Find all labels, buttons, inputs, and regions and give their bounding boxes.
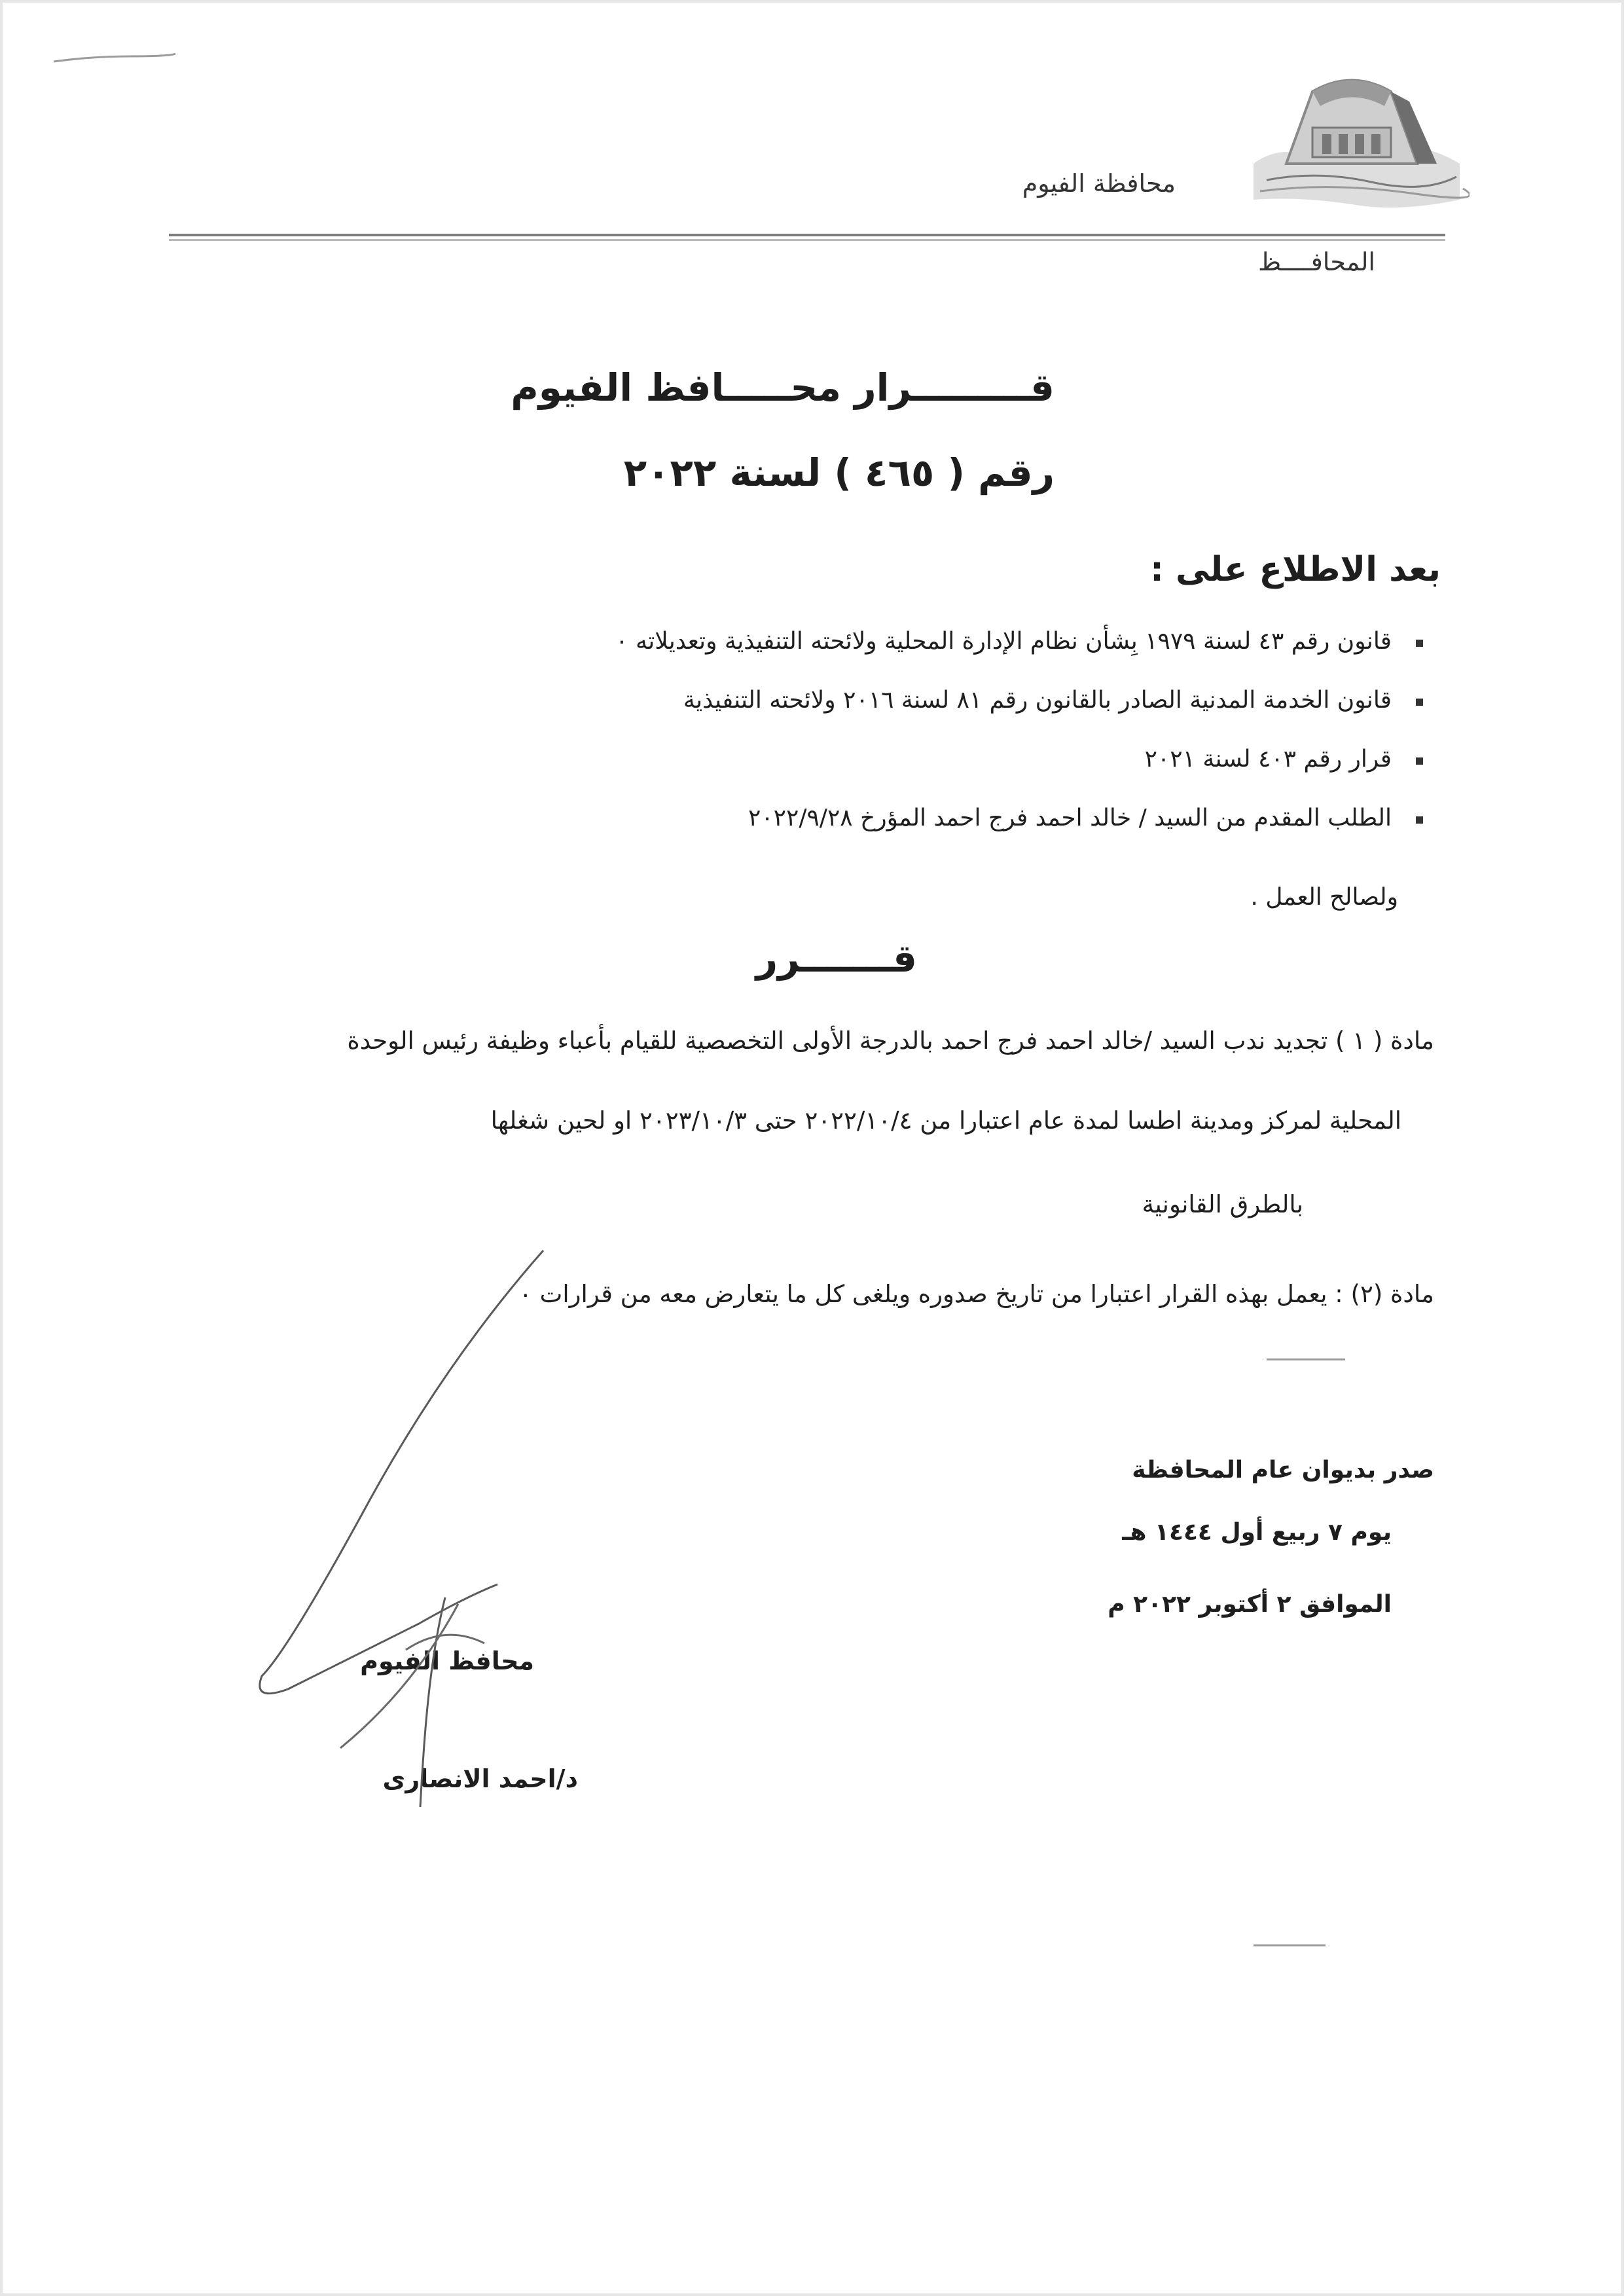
governorate-name: محافظة الفيوم [1022,169,1176,198]
fayoum-governorate-emblem-icon [1240,65,1470,219]
list-item: قانون الخدمة المدنية الصادر بالقانون رقم ٨١ لسنة ٢٠١٦ ولائحته التنفيذية [148,684,1392,743]
article-2: مادة (٢) : يعمل بهذه القرار اعتبارا من تاريخ صدوره ويلغى كل ما يتعارض معه من قرارات ٠ [518,1280,1434,1308]
bullet-square-icon [1416,640,1423,647]
divider-mark [1254,1944,1326,1946]
bullet-square-icon [1416,816,1423,824]
list-item: الطلب المقدم من السيد / خالد احمد فرج احمد المؤرخ ٢٠٢٢/٩/٢٨ [148,802,1392,861]
after-review-heading: بعد الاطلاع على : [1150,550,1441,589]
article-1-line-3: بالطرق القانونية [1142,1190,1303,1218]
bullet-square-icon [1416,757,1423,765]
handwritten-signature-icon [249,1231,576,1820]
decides-heading: قـــــــرر [755,936,917,981]
list-item: قرار رقم ٤٠٣ لسنة ٢٠٢١ [148,743,1392,802]
decision-number: رقم ( ٤٦٥ ) لسنة ٢٠٢٢ [623,450,1055,495]
divider-mark [1267,1358,1345,1360]
office-title: المحافــــظ [1258,247,1375,276]
article-1-line-1: مادة ( ١ ) تجديد ندب السيد /خالد احمد فرج احمد بالدرجة الأولى التخصصية للقيام بأعباء وظيفة رئيس الوحدة [347,1027,1434,1055]
article-1-line-2: المحلية لمركز ومدينة اطسا لمدة عام اعتبارا من ٢٠٢٢/١٠/٤ حتى ٢٠٢٣/١٠/٣ او لحين شغلها [490,1106,1401,1135]
decision-title: قـــــــــرار محـــــافظ الفيوم [511,365,1055,410]
issuance-office: صدر بديوان عام المحافظة [1132,1457,1434,1484]
references-list [148,625,1392,861]
header-divider [169,234,1445,243]
signatory-title: محافظ الفيوم [360,1647,534,1675]
list-item: قانون رقم ٤٣ لسنة ١٩٧٩ بِشأن نظام الإدارة المحلية ولائحته التنفيذية وتعديلاته ٠ [148,625,1392,684]
issuance-gregorian-date: الموافق ٢ أكتوبر ٢٠٢٢ م [1108,1591,1392,1618]
issuance-hijri-date: يوم ٧ ربيع أول ١٤٤٤ هـ [1122,1519,1392,1546]
closing-phrase: ولصالح العمل . [1250,884,1398,911]
signatory-name: د/احمد الانصارى [382,1764,578,1793]
scan-mark-icon [52,52,177,64]
bullet-square-icon [1416,699,1423,706]
